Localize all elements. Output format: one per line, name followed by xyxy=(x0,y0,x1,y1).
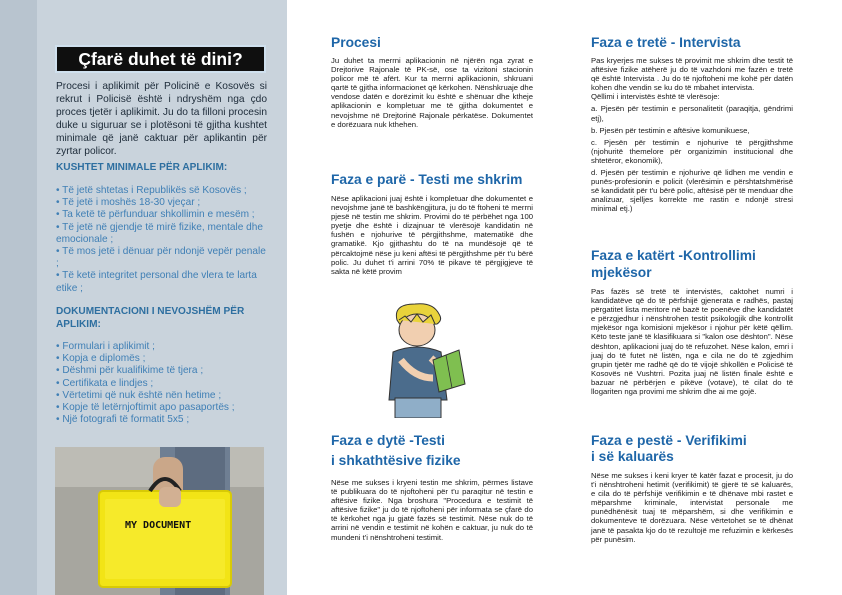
faza5-title-line2: i së kaluarës xyxy=(591,449,674,464)
list-item: • Kopje të letërnjoftimit apo pasaportës ; xyxy=(56,402,235,414)
list-item: • Të ketë integritet personal dhe vlera te larta etike ; xyxy=(56,270,257,294)
left-intro-text: Procesi i aplikimit për Policinë e Kosovës si rekrut i Policisë është i ndryshëm nga çdo proces tjetër i aplikimit. Ju do ta filloni procesin duke u siguruar se i plotësoni të gjitha kushtet minimale që janë caktuar për aplikantin për zyrtar policor. xyxy=(56,81,267,157)
requirements-list xyxy=(56,185,271,295)
faza5-text: Nëse me sukses i keni kryer të katër fazat e procesit, ju do t'i nënshtroheni hetimit (verifikimit) të gjerë të së kaluarës, e cila do të përfshijë verifikimin e të dhënave mbi rastet e mëparshme kriminale, intervistat personale me punëdhënësit tuaj të mëparshëm, si dhe verifikimin e dokumenteve të dorëzuara. Nëse vërtetohet se të dhënat janë të pasakta kjo do të rezultojë me refuzimin e kërkesës për punësim. xyxy=(591,471,793,544)
faza3-list-intro: Qëllimi i intervistës është të vlerësoje: xyxy=(591,92,720,102)
faza3-block xyxy=(591,56,793,214)
document-folder-photo xyxy=(55,447,264,595)
faza5-title-line1: Faza e pestë - Verifikimi xyxy=(591,433,747,448)
documents-heading: DOKUMENTACIONI I NEVOJSHËM PËR APLIKIM: xyxy=(56,306,245,330)
list-item: • Të jetë shtetas i Republikës së Kosovës ; xyxy=(56,185,247,196)
procesi-text: Ju duhet ta merrni aplikacionin në njërën nga zyrat e Drejtorive Rajonale të PK-së, ose ta vizitoni stacionin policor më të afërt. Kur ta merrni aplikacionin, shkruani qartë të gjitha informacionet që kërkohen. Nënshkruaje dhe vendose datën e dorëzimit ku është e shënuar dhe ktheje aplikacionin e kompletuar me të gjitha dokumentet e nevojshme në Drejtorinë Rajonale përkatëse. Dokumentet e dorëzuara nuk kthehen. xyxy=(331,56,533,129)
list-item: • Të mos jetë i dënuar për ndonjë vepër penale ; xyxy=(56,246,266,270)
left-edge-strip xyxy=(0,0,37,595)
procesi-title: Procesi xyxy=(331,35,381,50)
faza2-text: Nëse me sukses i kryeni testin me shkrim, përmes listave të publikuara do të njoftoheni për t'u paraqitur në testin e aftësive fizike. Nga broshura "Procedura e testimit të aftësive fizike" ju do të njoftoheni për informata se çfarë do të kërkohet nga ju gjatë fazës së testimit. Nëse nuk do të arrini në vendin e testimit në kohën e caktuar, ju nuk do të mundeni t'i nënshtroheni testimit. xyxy=(331,478,533,542)
requirements-heading: KUSHTET MINIMALE PËR APLIKIM: xyxy=(56,162,228,173)
list-item: a. Pjesën për testimin e personalitetit (paraqitja, gëndrimi etj), xyxy=(591,104,793,123)
faza2-title-line2: i shkathtësive fizike xyxy=(331,453,461,468)
faza4-text: Pas fazës së tretë të intervistës, caktohet numri i kandidatëve që do të përfshijë gjenerata e radhës, pastaj përgatitet lista meritore në bazë te poenëve dhe kandidatët e përzgjedhur i nënshtrohen testit psikologjik dhe kontrollit mjekësor nga komisioni mjekësor i njohur për këtë qëllim. Këto teste janë të klasifikuara si "kalon ose dështon". Nëse dështon, aplikacioni juaj do të refuzohet. Nëse kalon, emri i juaj do të futet në listën, nga e cila ne do të zgjedhim grupin tjetër me radhë që do të vijojë shkollën e Policisë të Kosovës në Vushtrri. Pozita juaj në listën finale është e bazuar në përbërjen e pikëve (votave), të cilat do të llogariten nga provimi me shkrim dhe ai me gojë. xyxy=(591,287,793,397)
left-title: Çfarë duhet të dini? xyxy=(55,45,266,73)
faza3-list xyxy=(591,104,793,213)
list-item: • Të jetë i moshës 18-30 vjeçar ; xyxy=(56,197,201,209)
faza3-title: Faza e tretë - Intervista xyxy=(591,35,741,50)
list-item: • Vërtetimi që nuk është nën hetime ; xyxy=(56,389,222,401)
list-item: • Ta ketë të përfunduar shkollimin e mesëm ; xyxy=(56,209,255,221)
faza4-title-line2: mjekësor xyxy=(591,265,652,280)
document-folder-icon xyxy=(55,447,264,595)
list-item: • Kopja e diplomës ; xyxy=(56,353,146,365)
list-item: • Certifikata e lindjes ; xyxy=(56,377,154,389)
documents-list xyxy=(56,341,271,426)
list-item: • Një fotografi të formatit 5x5 ; xyxy=(56,414,190,426)
list-item: • Formulari i aplikimit ; xyxy=(56,341,155,352)
faza1-text: Nëse aplikacioni juaj është i kompletuar dhe dokumentet e nevojshme janë të bashkëngjitura, ju do të ftoheni të merrni pjesë në testin me shkrim. Provimi do të përbëhet nga 100 pyetje dhe është i dizajnuar të vlerësojë kandidatin në fushën e njohurive të përgjithshme, matematikë dhe gramatikë. Kjo gjithashtu do të na mundësojë që të përcaktojmë nëse ju keni aftësi të përgjithshme për t'u bërë polic. Ju duhet t'i arrini 70% të pikave të përgjigjeve të sakta në këtë provim xyxy=(331,194,533,276)
man-reading-icon xyxy=(375,300,475,418)
faza4-title-line1: Faza e katërt -Kontrollimi xyxy=(591,248,756,263)
faza3-text: Pas kryerjes me sukses të provimit me shkrim dhe testit të aftësive fizike atëherë ju do të vazhdoni me fazën e tretë që është Intervista . Ju do të njoftoheni me kohë për datën kohen dhe vendin se ku do të mbahet intervista. xyxy=(591,56,793,93)
list-item: d. Pjesën për testimin e njohurive që lidhen me vendin e punës-profesionin e policit (vlerësimin e përshtatshmërisë së kandidatit për t'u bërë polic, aftësisë për të menduar dhe analizuar, sjelljes korrekte me rastin e ndonjë stresi minimal etj.) xyxy=(591,168,793,214)
faza1-title: Faza e parë - Testi me shkrim xyxy=(331,172,523,187)
list-item: • Të jetë në gjendje të mirë fizike, mentale dhe emocionale ; xyxy=(56,221,264,245)
list-item: • Dëshmi për kualifikime të tjera ; xyxy=(56,365,204,377)
faza2-title-line1: Faza e dytë -Testi xyxy=(331,433,445,448)
list-item: c. Pjesën për testimin e njohurive të përgjithshme (njohuritë themelore për organizimin institucional dhe shtetëror, ekonomik), xyxy=(591,137,793,165)
man-reading-illustration xyxy=(375,300,475,418)
list-item: b. Pjesën për testimin e aftësive komunikuese, xyxy=(591,125,750,135)
folder-label: MY DOCUMENT xyxy=(125,520,192,531)
